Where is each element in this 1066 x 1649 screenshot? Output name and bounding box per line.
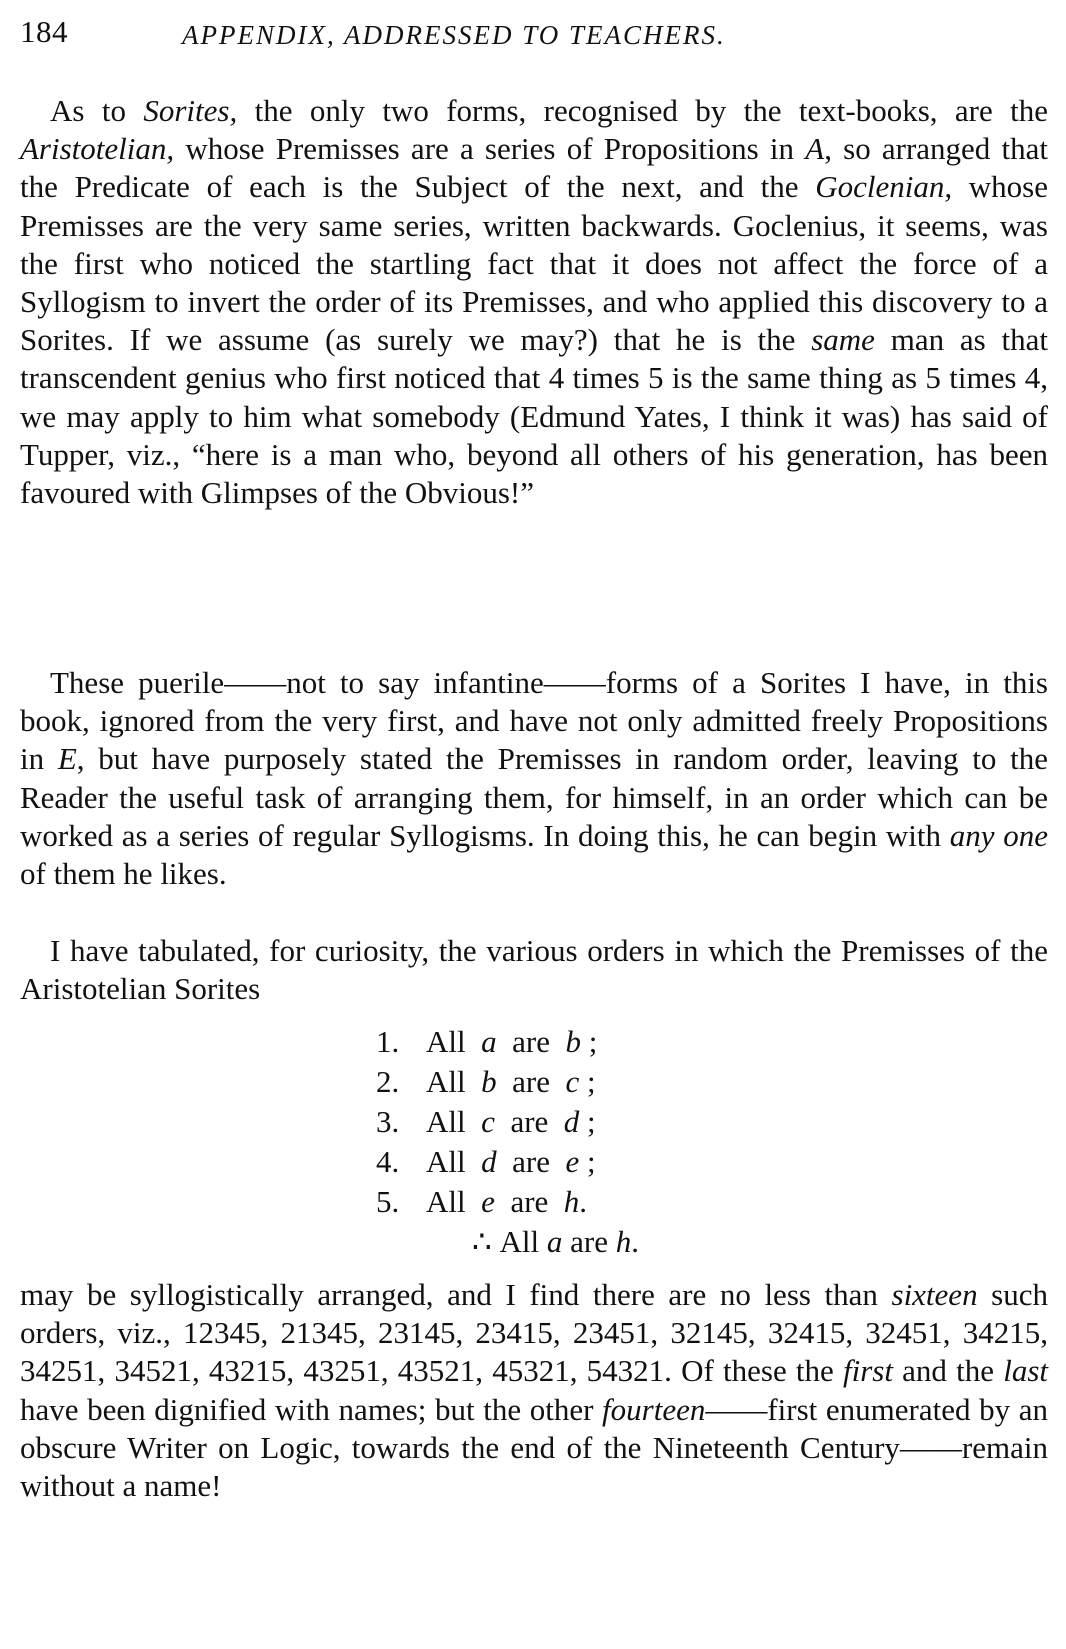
premise-punctuation: ; bbox=[587, 1144, 596, 1179]
premise-copula: are bbox=[512, 1144, 551, 1179]
premise-predicate: h bbox=[563, 1184, 580, 1219]
premise-number: 2. bbox=[376, 1064, 400, 1099]
conclusion-subject: a bbox=[546, 1224, 563, 1259]
premise-subject: d bbox=[481, 1144, 497, 1179]
text-run: These puerile——not to say infantine——forms of a Sorites I have, in this book, ignored from the very first, and have not only admitted freely Propositions in bbox=[20, 665, 1048, 777]
conclusion-punctuation: . bbox=[631, 1224, 639, 1259]
premise-copula: are bbox=[510, 1184, 549, 1219]
premise-predicate: c bbox=[565, 1064, 580, 1099]
therefore-symbol: ∴ bbox=[472, 1224, 492, 1259]
premise-predicate: e bbox=[565, 1144, 580, 1179]
premises-list bbox=[376, 1022, 796, 1259]
italic-text: A bbox=[805, 131, 825, 167]
text-run: and the bbox=[892, 1353, 1004, 1389]
text-run: man as that transcendent genius who first noticed that 4 times 5 is the same thing as 5 times 4, we may apply to him what somebody (Edmund Yates, I think it was) has said of Tupper, viz., “here is a man who, beyond all others of his generation, has been favoured with Glimpses of the Obvious!” bbox=[20, 322, 1048, 511]
premise-number: 3. bbox=[376, 1104, 400, 1139]
premise-subject: a bbox=[481, 1024, 497, 1059]
premise-quantifier: All bbox=[426, 1184, 466, 1219]
premise-punctuation: ; bbox=[587, 1104, 596, 1139]
text-run: the only two forms, recognised by the text-books, are the bbox=[237, 93, 1048, 128]
text-run: , so arranged that the Predicate of each is the Subject of the next, and the bbox=[20, 131, 1048, 205]
premise-copula: are bbox=[512, 1024, 551, 1059]
premise-line bbox=[376, 1102, 796, 1142]
premise-copula: are bbox=[512, 1064, 551, 1099]
italic-text: fourteen bbox=[602, 1391, 706, 1427]
premise-number: 1. bbox=[376, 1024, 400, 1059]
italic-text: sixteen bbox=[891, 1277, 978, 1312]
conclusion-copula: are bbox=[570, 1224, 608, 1259]
premise-line bbox=[376, 1142, 796, 1182]
italic-text: same bbox=[811, 322, 875, 358]
premise-number: 5. bbox=[376, 1184, 400, 1219]
text-run: have been dignified with names; but the other bbox=[20, 1391, 603, 1427]
premise-quantifier: All bbox=[426, 1024, 466, 1059]
premise-line bbox=[376, 1182, 796, 1222]
text-run: As to bbox=[50, 93, 144, 128]
italic-text: E bbox=[57, 741, 77, 777]
italic-text: first bbox=[843, 1353, 893, 1389]
text-run: whose Premisses are the very same series, written backwards. Goclenius, it seems, was the first who noticed the startling fact that it does not affect the force of a Syllogism to invert the order of its Premisses, and who applied this discovery to a Sorites. If we assume (as surely we may?) that he is the bbox=[20, 169, 1048, 358]
italic-text: last bbox=[1003, 1353, 1048, 1389]
premise-subject: c bbox=[481, 1104, 495, 1139]
conclusion-quantifier: All bbox=[499, 1224, 540, 1259]
conclusion-line bbox=[472, 1222, 639, 1262]
text-run: of them he likes. bbox=[20, 856, 227, 892]
paragraph-puerile-forms bbox=[20, 664, 1048, 893]
paragraph-sixteen-orders bbox=[20, 1276, 1048, 1505]
italic-text: Aristotelian, bbox=[20, 131, 175, 167]
premise-subject: e bbox=[481, 1184, 495, 1219]
italic-text: any one bbox=[949, 817, 1048, 853]
premise-punctuation: ; bbox=[587, 1064, 596, 1099]
premise-number: 4. bbox=[376, 1144, 400, 1179]
page-header bbox=[20, 14, 1026, 54]
running-head: APPENDIX, ADDRESSED TO TEACHERS. bbox=[182, 20, 726, 50]
paragraph-tabulated-orders bbox=[20, 932, 1048, 1008]
text-run: ——first enumerated by an obscure Writer on Logic, towards the end of the Nineteenth Century——remain without a name! bbox=[20, 1391, 1049, 1504]
italic-text: Goclenian, bbox=[815, 169, 953, 205]
italic-text: Sorites, bbox=[143, 93, 238, 128]
premise-punctuation: ; bbox=[588, 1024, 598, 1059]
text-run: whose Premisses are a series of Propositions in bbox=[174, 131, 806, 167]
premise-predicate: b bbox=[565, 1024, 582, 1059]
premise-subject: b bbox=[481, 1064, 497, 1099]
premise-quantifier: All bbox=[426, 1064, 466, 1099]
premise-line bbox=[376, 1062, 796, 1102]
premise-quantifier: All bbox=[426, 1144, 466, 1179]
premise-punctuation: . bbox=[579, 1184, 588, 1219]
text-run: such orders, viz., 12345, 21345, 23145, 23415, 23451, 32145, 32415, 32451, 34215, 34251, 34521, 43215, 43251, 43521, 45321, 54321. Of these the bbox=[20, 1277, 1048, 1389]
premise-predicate: d bbox=[563, 1104, 580, 1139]
page-number: 184 bbox=[20, 14, 68, 49]
text-run: , but have purposely stated the Premisses in random order, leaving to the Reader the useful task of arranging them, for himself, in an order which can be worked as a series of regular Syllogisms. In doing this, he can begin with bbox=[20, 741, 1048, 853]
premise-line bbox=[376, 1022, 796, 1062]
conclusion-predicate: h bbox=[615, 1224, 632, 1259]
premise-copula: are bbox=[510, 1104, 549, 1139]
text-run: I have tabulated, for curiosity, the various orders in which the Premisses of the Aristotelian Sorites bbox=[20, 933, 1048, 1007]
text-run: may be syllogistically arranged, and I find there are no less than bbox=[20, 1277, 892, 1312]
paragraph-sorites-forms bbox=[20, 92, 1048, 512]
premise-quantifier: All bbox=[426, 1104, 466, 1139]
